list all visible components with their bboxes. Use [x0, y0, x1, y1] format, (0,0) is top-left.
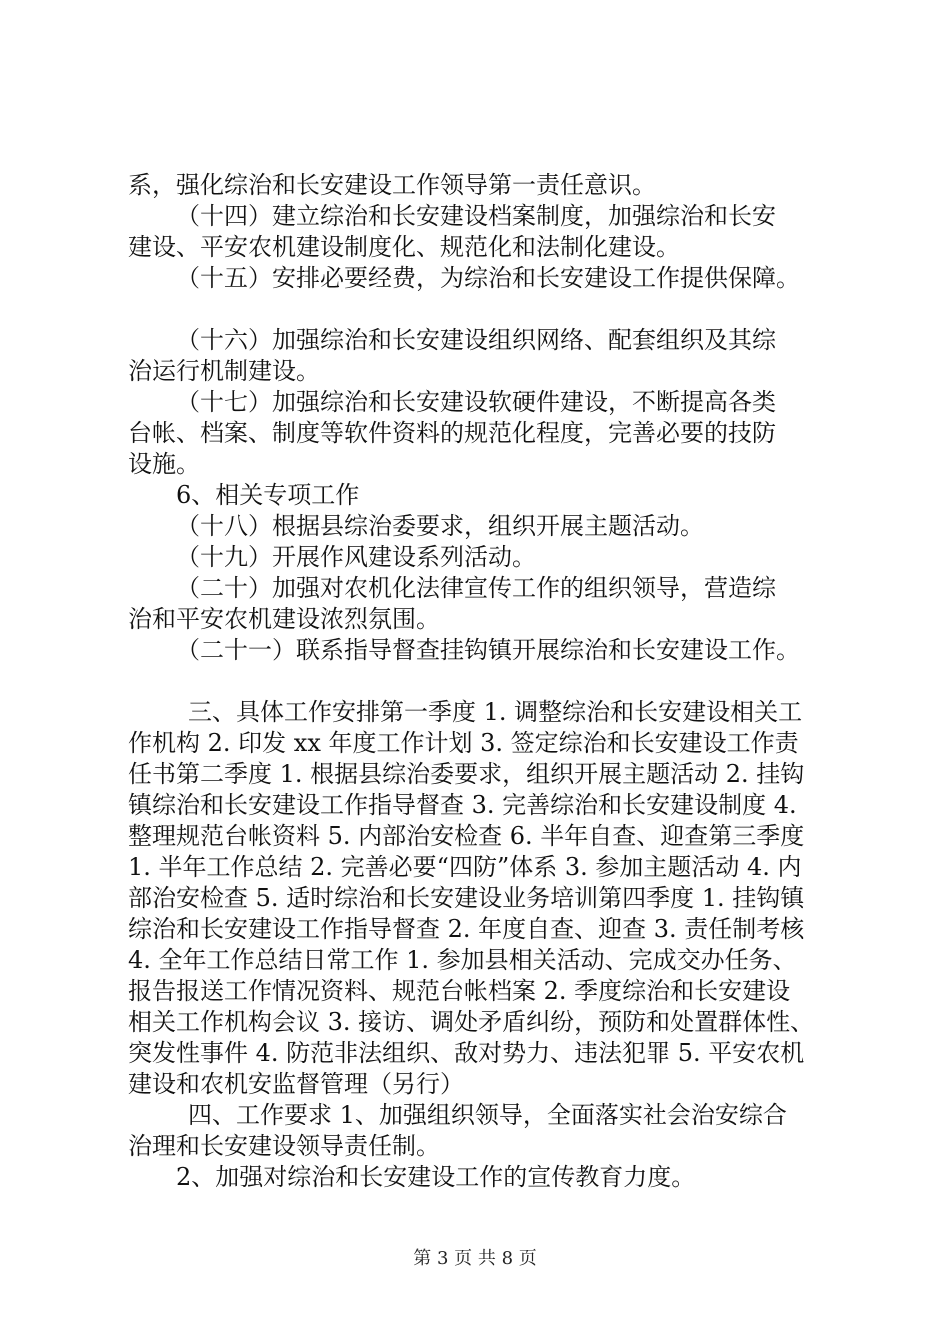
- text-line: 部治安检查 5. 适时综治和长安建设业务培训第四季度 1. 挂钩镇: [128, 884, 805, 912]
- text-line: 建设和农机安监督管理（另行）: [128, 1070, 464, 1098]
- text-line: （十六）加强综治和长安建设组织网络、配套组织及其综: [176, 326, 776, 354]
- page-number-footer: 第 3 页 共 8 页: [413, 1248, 537, 1269]
- section-heading: 6、相关专项工作: [176, 481, 360, 509]
- text-line: 设施。: [128, 450, 200, 478]
- text-line: 四、工作要求 1、加强组织领导，全面落实社会治安综合: [188, 1101, 787, 1129]
- text-line: （二十一）联系指导督查挂钩镇开展综治和长安建设工作。: [176, 636, 800, 664]
- text-line: 系，强化综治和长安建设工作领导第一责任意识。: [128, 171, 656, 199]
- text-line: （十八）根据县综治委要求，组织开展主题活动。: [176, 512, 704, 540]
- text-line: 整理规范台帐资料 5. 内部治安检查 6. 半年自查、迎查第三季度: [128, 822, 805, 850]
- text-line: （二十）加强对农机化法律宣传工作的组织领导，营造综: [176, 574, 776, 602]
- text-line: 三、具体工作安排第一季度 1. 调整综治和长安建设相关工: [188, 698, 803, 726]
- text-line: 突发性事件 4. 防范非法组织、敌对势力、违法犯罪 5. 平安农机: [128, 1039, 805, 1067]
- text-line: 相关工作机构会议 3. 接访、调处矛盾纠纷，预防和处置群体性、: [128, 1008, 815, 1036]
- text-line: 治理和长安建设领导责任制。: [128, 1132, 440, 1160]
- text-line: 1. 半年工作总结 2. 完善必要“四防”体系 3. 参加主题活动 4. 内: [128, 853, 802, 881]
- text-line: （十四）建立综治和长安建设档案制度，加强综治和长安: [176, 202, 776, 230]
- text-line: 建设、平安农机建设制度化、规范化和法制化建设。: [128, 233, 680, 261]
- text-line: 报告报送工作情况资料、规范台帐档案 2. 季度综治和长安建设: [128, 977, 791, 1005]
- text-line: 镇综治和长安建设工作指导督查 3. 完善综治和长安建设制度 4.: [128, 791, 797, 819]
- document-body: [128, 170, 838, 1193]
- text-line: 治运行机制建设。: [128, 357, 320, 385]
- text-line: 作机构 2. 印发 xx 年度工作计划 3. 签定综治和长安建设工作责: [128, 729, 799, 757]
- text-line: 2、加强对综治和长安建设工作的宣传教育力度。: [176, 1163, 696, 1191]
- text-line: （十七）加强综治和长安建设软硬件建设，不断提高各类: [176, 388, 776, 416]
- text-line: （十九）开展作风建设系列活动。: [176, 543, 536, 571]
- paragraph-gap: [128, 294, 838, 325]
- paragraph-gap: [128, 666, 838, 697]
- text-line: 综治和长安建设工作指导督查 2. 年度自查、迎查 3. 责任制考核: [128, 915, 805, 943]
- text-line: 4. 全年工作总结日常工作 1. 参加县相关活动、完成交办任务、: [128, 946, 797, 974]
- text-line: 治和平安农机建设浓烈氛围。: [128, 605, 440, 633]
- text-line: 台帐、档案、制度等软件资料的规范化程度，完善必要的技防: [128, 419, 776, 447]
- text-line: 任书第二季度 1. 根据县综治委要求，组织开展主题活动 2. 挂钩: [128, 760, 805, 788]
- text-line: （十五）安排必要经费，为综治和长安建设工作提供保障。: [176, 264, 800, 292]
